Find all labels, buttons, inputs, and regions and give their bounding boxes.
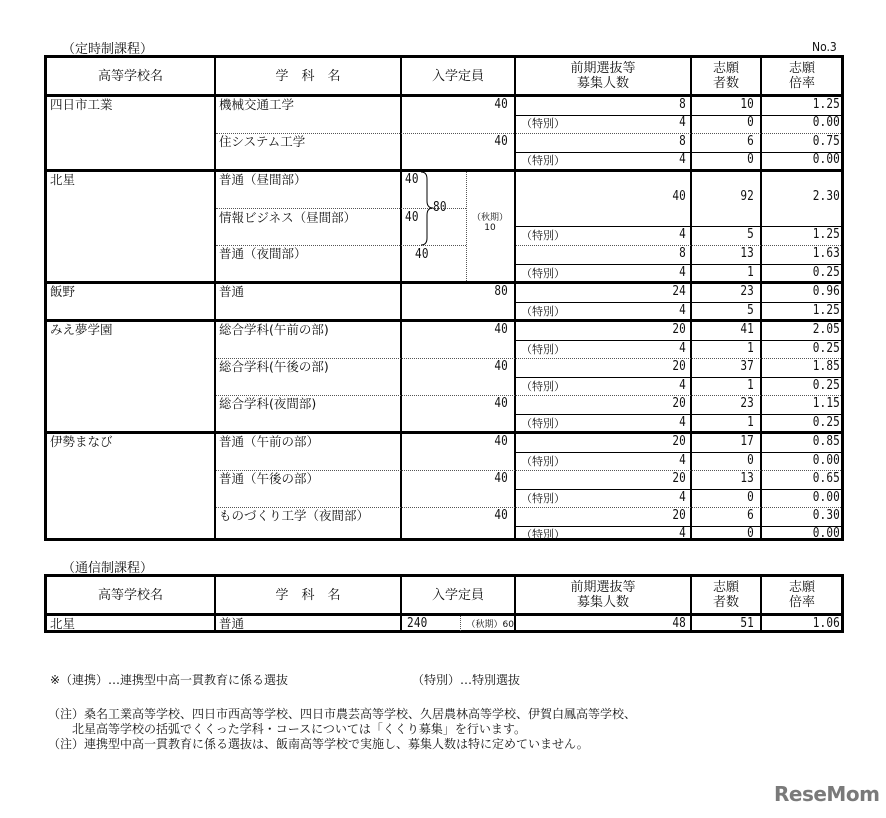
legend-tokubetsu: （特別）…特別選抜 [412,673,521,687]
applicants-value: 13 [740,246,754,261]
ratio-value: 0.00 [812,115,840,130]
col-divider [760,58,762,538]
recruit-value: 4 [679,453,686,468]
note-1-line-1: （注）桑名工業高等学校、四日市西高等学校、四日市農芸高等学校、久居農林高等学校、伊賀白鳳高等学校、 [48,707,637,721]
school-name: 飯野 [50,284,76,299]
section-label-tsushin: （通信制課程） [62,561,154,576]
ratio-value: 0.65 [812,471,840,486]
school-divider [47,281,841,284]
ratio-value: 1.25 [812,227,840,242]
applicants-value: 0 [747,526,754,541]
recruit-value: 8 [679,134,686,149]
recruit-value: 8 [679,97,686,112]
ratio-value: 1.85 [812,359,840,374]
combined-capacity-value: 80 [433,200,447,215]
header-school: 高等学校名 [97,587,163,603]
dept-name: 普通（昼間部） [219,172,307,187]
dept-name: 総合学科(午前の部) [219,322,329,337]
ratio-value: 0.00 [812,490,840,505]
ratio-value: 1.25 [812,97,840,112]
tokubetsu-tag: （特別） [521,455,565,468]
applicants-value: 1 [747,415,754,430]
capacity-value: 40 [494,396,508,411]
school-name: 北星 [50,172,76,187]
school-divider [47,431,841,434]
dept-name: 総合学科(夜間部) [219,396,317,411]
autumn-label: （秋期） 10 [471,213,508,233]
applicants-value: 13 [740,471,754,486]
applicants-value: 23 [740,396,754,411]
capacity-value: 240 [407,616,428,631]
dept-name: 住システム工学 [219,134,306,149]
applicants-value: 6 [747,508,754,523]
recruit-value: 20 [672,471,686,486]
col-divider [400,58,402,538]
school-name: 北星 [50,616,76,631]
applicants-value: 0 [747,490,754,505]
dept-name: 普通 [219,284,245,299]
applicants-value: 1 [747,265,754,280]
tokubetsu-tag: （特別） [521,117,565,130]
ratio-value: 0.96 [812,284,840,299]
ratio-value: 0.25 [812,415,840,430]
recruit-value: 20 [672,434,686,449]
resemom-logo: ReseMom [774,782,880,806]
school-name: 四日市工業 [50,97,113,112]
page-number: No.3 [812,40,837,54]
header-divider [47,613,841,616]
tokubetsu-tag: （特別） [521,492,565,505]
header-ratio: 志願 倍率 [788,61,815,91]
applicants-value: 1 [747,341,754,356]
tokubetsu-tag: （特別） [521,229,565,242]
header-capacity: 入学定員 [431,587,484,603]
ratio-value: 0.25 [812,378,840,393]
col-divider [214,58,216,538]
tokubetsu-tag: （特別） [521,267,565,280]
recruit-value: 4 [679,115,686,130]
dept-name: 普通（夜間部） [219,246,307,261]
tokubetsu-tag: （特別） [521,380,565,393]
recruit-value: 48 [672,616,686,631]
dept-name: 情報ビジネス（昼間部） [219,210,357,225]
autumn-label: （秋期）60 [466,620,514,630]
applicants-value: 23 [740,284,754,299]
school-divider [47,169,841,172]
ratio-value: 1.15 [812,396,840,411]
header-dept: 学 科 名 [275,68,341,84]
school-name: みえ夢学園 [50,322,113,337]
ratio-value: 0.30 [812,508,840,523]
autumn-divider [466,172,467,283]
ratio-value: 0.00 [812,152,840,167]
recruit-value: 20 [672,322,686,337]
recruit-value: 24 [672,284,686,299]
school-divider [47,319,841,322]
note-2: （注）連携型中高一貫教育に係る選抜は、飯南高等学校で実施し、募集人数は特に定めていません。 [48,737,589,751]
header-recruit: 前期選抜等 募集人数 [570,61,636,91]
dept-name: 普通（午前の部） [219,434,320,449]
applicants-value: 0 [747,453,754,468]
recruit-value: 4 [679,303,686,318]
header-recruit: 前期選抜等 募集人数 [570,580,636,610]
applicants-value: 5 [747,227,754,242]
ratio-value: 1.25 [812,303,840,318]
dept-name: 機械交通工学 [219,97,295,112]
recruit-value: 4 [679,490,686,505]
capacity-value: 40 [494,508,508,523]
capacity-value: 40 [405,210,419,225]
ratio-value: 1.06 [812,616,840,631]
tokubetsu-tag: （特別） [521,528,565,541]
tokubetsu-tag: （特別） [521,343,565,356]
tsushin-table [44,574,844,633]
teiji-table [44,55,844,541]
legend-renkei: ※（連携）…連携型中高一貫教育に係る選抜 [50,673,289,687]
applicants-value: 0 [747,152,754,167]
ratio-value: 0.25 [812,265,840,280]
recruit-value: 4 [679,227,686,242]
capacity-value: 40 [415,247,429,262]
header-dept: 学 科 名 [275,587,341,603]
autumn-divider [460,616,461,631]
recruit-value: 20 [672,396,686,411]
recruit-value: 20 [672,508,686,523]
applicants-value: 41 [740,322,754,337]
applicants-value: 6 [747,134,754,149]
dept-name: 普通 [219,616,245,631]
recruit-value: 4 [679,378,686,393]
tokubetsu-tag: （特別） [521,154,565,167]
recruit-value: 4 [679,526,686,541]
applicants-value: 37 [740,359,754,374]
ratio-value: 0.25 [812,341,840,356]
header-school: 高等学校名 [97,68,163,84]
ratio-value: 0.00 [812,453,840,468]
dept-name: ものづくり工学（夜間部） [219,508,370,523]
header-applicants: 志願 者数 [712,580,739,610]
applicants-value: 51 [740,616,754,631]
header-applicants: 志願 者数 [712,61,739,91]
tokubetsu-tag: （特別） [521,305,565,318]
dept-name: 普通（午後の部） [219,471,320,486]
col-divider [690,58,692,538]
applicants-value: 17 [740,434,754,449]
ratio-value: 2.30 [812,189,840,204]
ratio-value: 0.75 [812,134,840,149]
header-ratio: 志願 倍率 [788,580,815,610]
recruit-value: 40 [672,189,686,204]
note-1-line-2: 北星高等学校の括弧でくくった学科・コースについては「くくり募集」を行います。 [72,722,526,736]
recruit-value: 4 [679,341,686,356]
header-capacity: 入学定員 [431,68,484,84]
applicants-value: 1 [747,378,754,393]
ratio-value: 2.05 [812,322,840,337]
capacity-value: 40 [494,359,508,374]
recruit-value: 4 [679,415,686,430]
school-name: 伊勢まなび [50,434,113,449]
header-divider [47,94,841,97]
ratio-value: 0.00 [812,526,840,541]
ratio-value: 1.63 [812,246,840,261]
applicants-value: 0 [747,115,754,130]
capacity-value: 40 [494,134,508,149]
capacity-value: 40 [494,471,508,486]
recruit-value: 4 [679,265,686,280]
ratio-value: 0.85 [812,434,840,449]
dept-name: 総合学科(午後の部) [219,359,329,374]
capacity-value: 40 [494,97,508,112]
col-divider [514,58,516,538]
capacity-value: 40 [494,322,508,337]
applicants-value: 10 [740,97,754,112]
capacity-value: 40 [494,434,508,449]
tokubetsu-tag: （特別） [521,417,565,430]
recruit-value: 4 [679,152,686,167]
applicants-value: 92 [740,189,754,204]
recruit-value: 20 [672,359,686,374]
applicants-value: 5 [747,303,754,318]
capacity-value: 80 [494,284,508,299]
section-label-teiji: （定時制課程） [62,42,154,57]
capacity-value: 40 [405,172,419,187]
recruit-value: 8 [679,246,686,261]
